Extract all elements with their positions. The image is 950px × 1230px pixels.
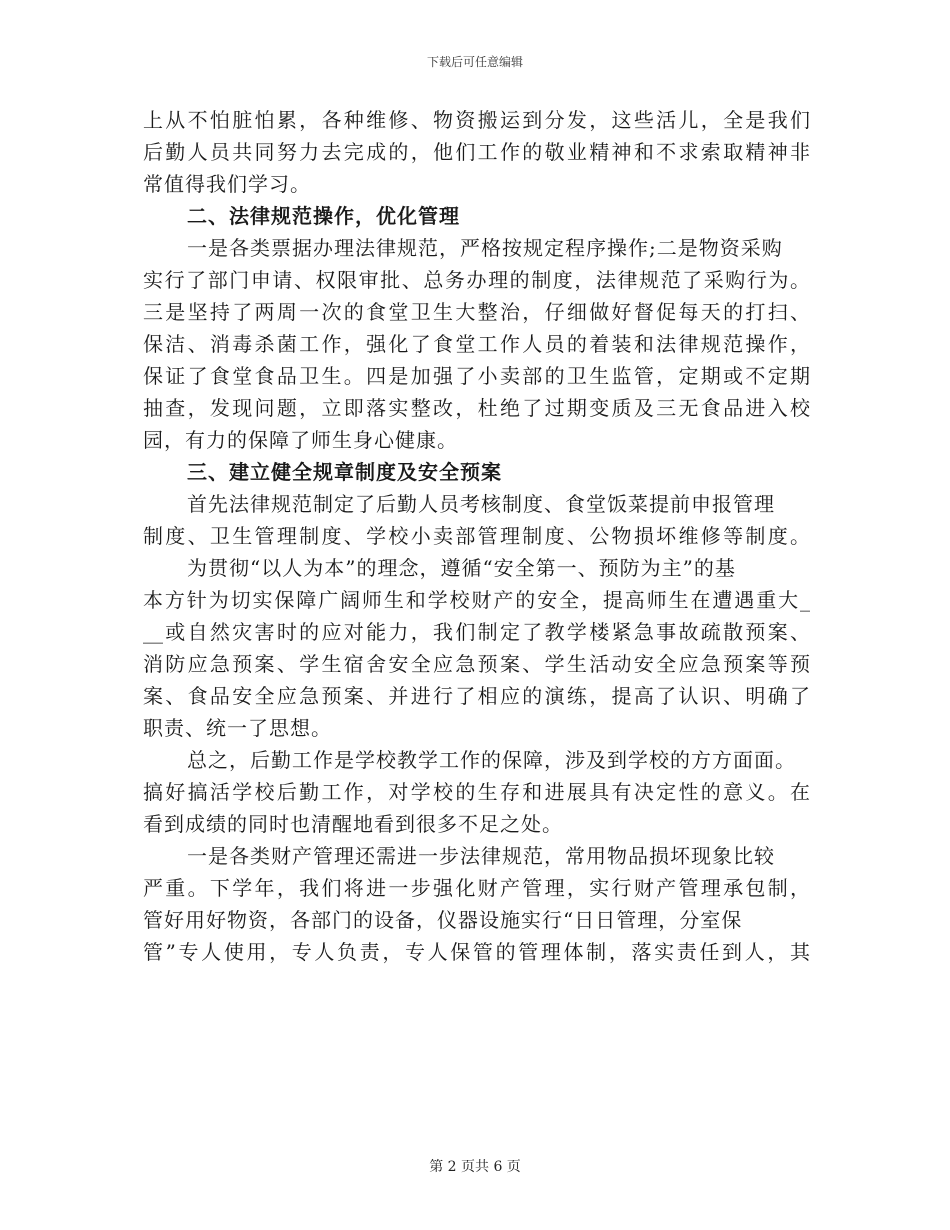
body-line: 首先法律规范制定了后勤人员考核制度、食堂饭菜提前申报管理 [187, 492, 775, 516]
body-line: 管好用好物资，各部门的设备，仪器设施实行“日日管理，分室保 [143, 908, 743, 932]
body-line: 保证了食堂食品卫生。四是加强了小卖部的卫生监管，定期或不定期 [143, 364, 810, 388]
body-line: 案、食品安全应急预案、并进行了相应的演练，提高了认识、明确了 [143, 684, 810, 708]
body-line: 职责、统一了思想。 [143, 716, 332, 740]
body-line: 实行了部门申请、权限审批、总务办理的制度，法律规范了采购行为。 [143, 268, 810, 292]
body-line: 保洁、消毒杀菌工作，强化了食堂工作人员的着装和法律规范操作， [143, 332, 810, 356]
body-line: 为贯彻“以人为本”的理念，遵循“安全第一、预防为主”的基 [187, 556, 736, 580]
body-line: 常值得我们学习。 [143, 172, 311, 196]
body-line: 消防应急预案、学生宿舍安全应急预案、学生活动安全应急预案等预 [143, 652, 810, 676]
section-heading: 三、建立健全规章制度及安全预案 [187, 460, 502, 484]
section-heading: 二、法律规范操作，优化管理 [187, 204, 460, 228]
body-line: 一是各类财产管理还需进一步法律规范，常用物品损坏现象比较 [187, 844, 775, 868]
body-line: 一是各类票据办理法律规范，严格按规定程序操作;二是物资采购 [187, 236, 783, 260]
body-line: 抽查，发现问题，立即落实整改，杜绝了过期变质及三无食品进入校 [143, 396, 810, 420]
page-footer: 第 2 页共 6 页 [429, 1159, 521, 1175]
body-line: 管”专人使用，专人负责，专人保管的管理体制，落实责任到人，其 [143, 940, 810, 964]
body-line: 总之，后勤工作是学校教学工作的保障，涉及到学校的方方面面。 [187, 748, 796, 772]
body-line: 严重。下学年，我们将进一步强化财产管理，实行财产管理承包制， [143, 876, 810, 900]
body-line: 本方针为切实保障广阔师生和学校财产的安全，提高师生在遭遇重大_ [143, 588, 810, 612]
body-line: 上从不怕脏怕累，各种维修、物资搬运到分发，这些活儿，全是我们 [143, 108, 810, 132]
page-header: 下载后可任意编辑 [426, 55, 523, 69]
document-body [143, 104, 810, 968]
body-line: 制度、卫生管理制度、学校小卖部管理制度、公物损坏维修等制度。 [143, 524, 810, 548]
body-line: 搞好搞活学校后勤工作，对学校的生存和进展具有决定性的意义。在 [143, 780, 810, 804]
body-line: 园，有力的保障了师生身心健康。 [143, 428, 458, 452]
body-line: 看到成绩的同时也清醒地看到很多不足之处。 [143, 812, 563, 836]
body-line: __或自然灾害时的应对能力，我们制定了教学楼紧急事故疏散预案、 [143, 620, 810, 644]
body-line: 后勤人员共同努力去完成的，他们工作的敬业精神和不求索取精神非 [143, 140, 810, 164]
body-line: 三是坚持了两周一次的食堂卫生大整治，仔细做好督促每天的打扫、 [143, 300, 810, 324]
